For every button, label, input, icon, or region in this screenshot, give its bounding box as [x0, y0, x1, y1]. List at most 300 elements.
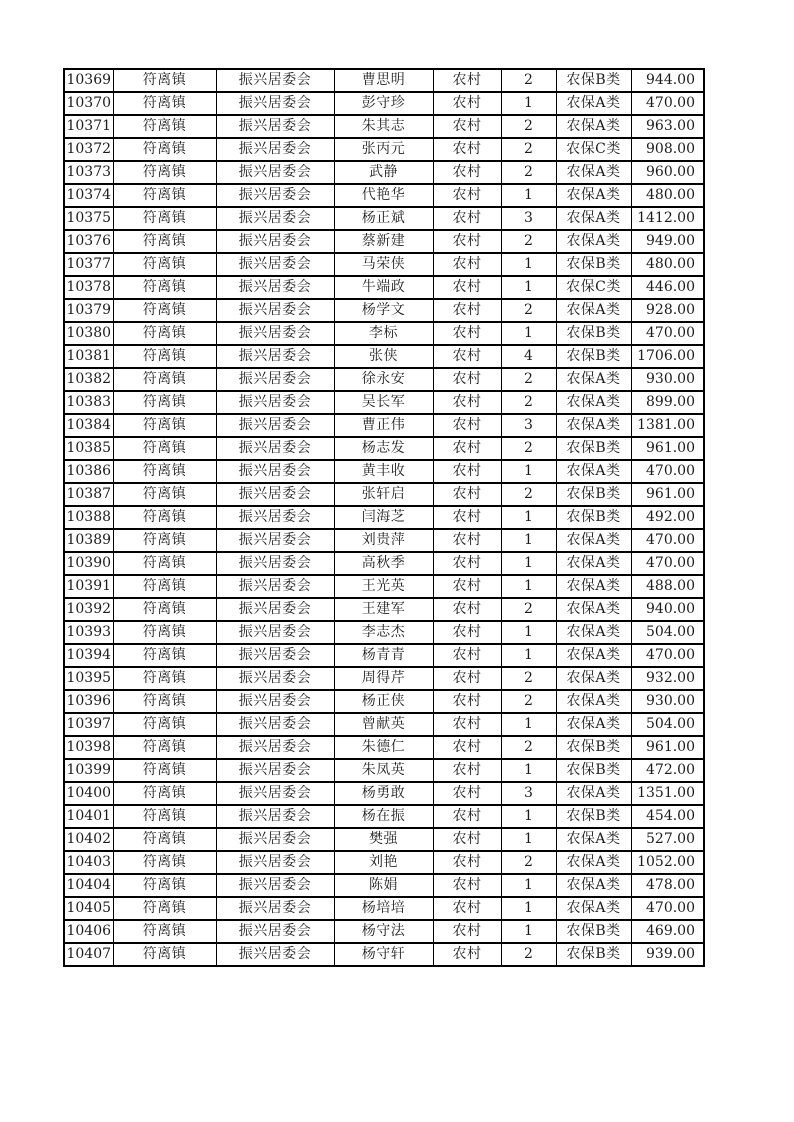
cell-person-count: 1	[501, 621, 556, 644]
cell-amount: 961.00	[631, 483, 704, 506]
cell-residence-type: 农村	[433, 483, 501, 506]
cell-committee: 振兴居委会	[216, 253, 334, 276]
cell-town: 符离镇	[113, 621, 216, 644]
cell-record-id: 10389	[64, 529, 113, 552]
cell-amount: 470.00	[631, 644, 704, 667]
table-row	[64, 667, 704, 690]
cell-residence-type: 农村	[433, 69, 501, 92]
cell-person-name: 马荣侠	[334, 253, 433, 276]
cell-amount: 470.00	[631, 322, 704, 345]
table-row	[64, 920, 704, 943]
table-row	[64, 874, 704, 897]
cell-amount: 470.00	[631, 897, 704, 920]
cell-town: 符离镇	[113, 414, 216, 437]
cell-person-count: 2	[501, 667, 556, 690]
cell-committee: 振兴居委会	[216, 667, 334, 690]
cell-person-count: 1	[501, 759, 556, 782]
cell-person-count: 1	[501, 713, 556, 736]
cell-person-name: 李志杰	[334, 621, 433, 644]
cell-person-count: 1	[501, 92, 556, 115]
cell-residence-type: 农村	[433, 575, 501, 598]
cell-town: 符离镇	[113, 529, 216, 552]
cell-person-count: 3	[501, 782, 556, 805]
table-row	[64, 805, 704, 828]
cell-town: 符离镇	[113, 253, 216, 276]
cell-insurance-category: 农保A类	[556, 828, 631, 851]
cell-insurance-category: 农保B类	[556, 943, 631, 966]
cell-town: 符离镇	[113, 667, 216, 690]
cell-record-id: 10395	[64, 667, 113, 690]
cell-committee: 振兴居委会	[216, 184, 334, 207]
cell-record-id: 10380	[64, 322, 113, 345]
cell-person-name: 彭守珍	[334, 92, 433, 115]
cell-person-count: 2	[501, 690, 556, 713]
cell-committee: 振兴居委会	[216, 299, 334, 322]
cell-person-name: 杨正斌	[334, 207, 433, 230]
cell-amount: 960.00	[631, 161, 704, 184]
cell-town: 符离镇	[113, 437, 216, 460]
cell-person-name: 吴长军	[334, 391, 433, 414]
cell-insurance-category: 农保A类	[556, 529, 631, 552]
cell-town: 符离镇	[113, 552, 216, 575]
table-row	[64, 736, 704, 759]
cell-insurance-category: 农保A类	[556, 874, 631, 897]
cell-person-count: 1	[501, 805, 556, 828]
cell-record-id: 10383	[64, 391, 113, 414]
cell-town: 符离镇	[113, 506, 216, 529]
cell-person-count: 2	[501, 115, 556, 138]
cell-committee: 振兴居委会	[216, 207, 334, 230]
table-row	[64, 299, 704, 322]
table-row	[64, 713, 704, 736]
cell-residence-type: 农村	[433, 276, 501, 299]
cell-record-id: 10397	[64, 713, 113, 736]
cell-record-id: 10407	[64, 943, 113, 966]
cell-insurance-category: 农保A类	[556, 184, 631, 207]
cell-committee: 振兴居委会	[216, 414, 334, 437]
cell-insurance-category: 农保A类	[556, 598, 631, 621]
cell-amount: 930.00	[631, 690, 704, 713]
cell-committee: 振兴居委会	[216, 92, 334, 115]
table-row	[64, 851, 704, 874]
cell-town: 符离镇	[113, 575, 216, 598]
cell-record-id: 10378	[64, 276, 113, 299]
cell-residence-type: 农村	[433, 920, 501, 943]
cell-amount: 1351.00	[631, 782, 704, 805]
cell-residence-type: 农村	[433, 529, 501, 552]
cell-committee: 振兴居委会	[216, 782, 334, 805]
cell-committee: 振兴居委会	[216, 138, 334, 161]
cell-record-id: 10393	[64, 621, 113, 644]
cell-record-id: 10402	[64, 828, 113, 851]
cell-record-id: 10377	[64, 253, 113, 276]
cell-town: 符离镇	[113, 460, 216, 483]
cell-person-count: 2	[501, 299, 556, 322]
cell-person-name: 陈娟	[334, 874, 433, 897]
cell-town: 符离镇	[113, 598, 216, 621]
cell-amount: 963.00	[631, 115, 704, 138]
cell-person-name: 杨守法	[334, 920, 433, 943]
cell-person-name: 徐永安	[334, 368, 433, 391]
cell-insurance-category: 农保B类	[556, 920, 631, 943]
cell-person-name: 樊强	[334, 828, 433, 851]
cell-town: 符离镇	[113, 736, 216, 759]
table-row	[64, 782, 704, 805]
cell-person-count: 1	[501, 460, 556, 483]
cell-person-count: 4	[501, 345, 556, 368]
cell-town: 符离镇	[113, 138, 216, 161]
cell-town: 符离镇	[113, 322, 216, 345]
cell-amount: 908.00	[631, 138, 704, 161]
cell-amount: 1412.00	[631, 207, 704, 230]
table-row	[64, 575, 704, 598]
cell-amount: 492.00	[631, 506, 704, 529]
cell-person-count: 1	[501, 897, 556, 920]
cell-committee: 振兴居委会	[216, 644, 334, 667]
cell-amount: 470.00	[631, 460, 704, 483]
cell-person-name: 朱其志	[334, 115, 433, 138]
cell-residence-type: 农村	[433, 828, 501, 851]
cell-residence-type: 农村	[433, 552, 501, 575]
cell-record-id: 10382	[64, 368, 113, 391]
cell-residence-type: 农村	[433, 299, 501, 322]
cell-person-count: 1	[501, 184, 556, 207]
cell-residence-type: 农村	[433, 805, 501, 828]
cell-insurance-category: 农保A类	[556, 368, 631, 391]
cell-person-name: 杨勇敢	[334, 782, 433, 805]
cell-amount: 932.00	[631, 667, 704, 690]
cell-amount: 940.00	[631, 598, 704, 621]
cell-person-count: 1	[501, 575, 556, 598]
cell-record-id: 10386	[64, 460, 113, 483]
cell-record-id: 10376	[64, 230, 113, 253]
cell-insurance-category: 农保A类	[556, 207, 631, 230]
cell-residence-type: 农村	[433, 138, 501, 161]
cell-committee: 振兴居委会	[216, 621, 334, 644]
cell-residence-type: 农村	[433, 92, 501, 115]
cell-person-name: 王光英	[334, 575, 433, 598]
table-row	[64, 897, 704, 920]
cell-person-count: 1	[501, 322, 556, 345]
cell-residence-type: 农村	[433, 598, 501, 621]
cell-residence-type: 农村	[433, 184, 501, 207]
cell-record-id: 10403	[64, 851, 113, 874]
cell-record-id: 10387	[64, 483, 113, 506]
cell-residence-type: 农村	[433, 736, 501, 759]
cell-record-id: 10391	[64, 575, 113, 598]
cell-insurance-category: 农保B类	[556, 437, 631, 460]
cell-record-id: 10399	[64, 759, 113, 782]
cell-committee: 振兴居委会	[216, 943, 334, 966]
cell-person-name: 蔡新建	[334, 230, 433, 253]
cell-insurance-category: 农保A类	[556, 460, 631, 483]
cell-person-name: 曹正伟	[334, 414, 433, 437]
cell-committee: 振兴居委会	[216, 460, 334, 483]
cell-amount: 961.00	[631, 437, 704, 460]
cell-person-name: 刘贵萍	[334, 529, 433, 552]
cell-record-id: 10369	[64, 69, 113, 92]
cell-person-count: 2	[501, 368, 556, 391]
cell-committee: 振兴居委会	[216, 115, 334, 138]
cell-amount: 1381.00	[631, 414, 704, 437]
cell-person-count: 2	[501, 598, 556, 621]
cell-person-name: 刘艳	[334, 851, 433, 874]
cell-town: 符离镇	[113, 874, 216, 897]
cell-town: 符离镇	[113, 805, 216, 828]
cell-residence-type: 农村	[433, 345, 501, 368]
cell-committee: 振兴居委会	[216, 805, 334, 828]
cell-record-id: 10375	[64, 207, 113, 230]
cell-insurance-category: 农保B类	[556, 736, 631, 759]
cell-residence-type: 农村	[433, 506, 501, 529]
cell-person-count: 1	[501, 874, 556, 897]
cell-person-count: 2	[501, 437, 556, 460]
cell-person-name: 李标	[334, 322, 433, 345]
cell-insurance-category: 农保A类	[556, 851, 631, 874]
cell-committee: 振兴居委会	[216, 598, 334, 621]
cell-committee: 振兴居委会	[216, 552, 334, 575]
cell-amount: 470.00	[631, 92, 704, 115]
cell-insurance-category: 农保B类	[556, 322, 631, 345]
cell-committee: 振兴居委会	[216, 230, 334, 253]
cell-record-id: 10401	[64, 805, 113, 828]
table-row	[64, 161, 704, 184]
table-row	[64, 460, 704, 483]
cell-amount: 1052.00	[631, 851, 704, 874]
table-row	[64, 621, 704, 644]
cell-town: 符离镇	[113, 184, 216, 207]
cell-amount: 939.00	[631, 943, 704, 966]
cell-insurance-category: 农保A类	[556, 782, 631, 805]
table-row	[64, 598, 704, 621]
cell-committee: 振兴居委会	[216, 713, 334, 736]
cell-amount: 470.00	[631, 552, 704, 575]
cell-person-name: 杨青青	[334, 644, 433, 667]
cell-person-name: 代艳华	[334, 184, 433, 207]
cell-record-id: 10400	[64, 782, 113, 805]
cell-amount: 504.00	[631, 621, 704, 644]
cell-amount: 478.00	[631, 874, 704, 897]
table-row	[64, 345, 704, 368]
cell-committee: 振兴居委会	[216, 575, 334, 598]
table-row	[64, 943, 704, 966]
table-row	[64, 644, 704, 667]
table-row	[64, 69, 704, 92]
table-row	[64, 322, 704, 345]
cell-amount: 961.00	[631, 736, 704, 759]
cell-committee: 振兴居委会	[216, 828, 334, 851]
cell-record-id: 10373	[64, 161, 113, 184]
cell-committee: 振兴居委会	[216, 161, 334, 184]
cell-record-id: 10390	[64, 552, 113, 575]
cell-record-id: 10404	[64, 874, 113, 897]
cell-committee: 振兴居委会	[216, 69, 334, 92]
cell-town: 符离镇	[113, 644, 216, 667]
cell-person-count: 1	[501, 828, 556, 851]
cell-person-name: 杨培培	[334, 897, 433, 920]
cell-residence-type: 农村	[433, 667, 501, 690]
cell-committee: 振兴居委会	[216, 276, 334, 299]
cell-insurance-category: 农保B类	[556, 506, 631, 529]
cell-person-count: 2	[501, 851, 556, 874]
cell-person-count: 1	[501, 276, 556, 299]
cell-town: 符离镇	[113, 115, 216, 138]
cell-town: 符离镇	[113, 299, 216, 322]
cell-committee: 振兴居委会	[216, 690, 334, 713]
cell-town: 符离镇	[113, 345, 216, 368]
table-row	[64, 483, 704, 506]
cell-person-name: 朱德仁	[334, 736, 433, 759]
cell-amount: 949.00	[631, 230, 704, 253]
cell-amount: 480.00	[631, 253, 704, 276]
cell-person-name: 杨在振	[334, 805, 433, 828]
cell-insurance-category: 农保B类	[556, 759, 631, 782]
cell-person-name: 杨正侠	[334, 690, 433, 713]
records-table-body	[64, 69, 704, 966]
cell-residence-type: 农村	[433, 437, 501, 460]
cell-committee: 振兴居委会	[216, 529, 334, 552]
cell-committee: 振兴居委会	[216, 506, 334, 529]
cell-residence-type: 农村	[433, 713, 501, 736]
cell-person-count: 1	[501, 552, 556, 575]
cell-residence-type: 农村	[433, 368, 501, 391]
table-row	[64, 92, 704, 115]
cell-person-name: 杨守轩	[334, 943, 433, 966]
cell-insurance-category: 农保A类	[556, 667, 631, 690]
cell-person-count: 1	[501, 529, 556, 552]
cell-insurance-category: 农保A类	[556, 391, 631, 414]
cell-residence-type: 农村	[433, 851, 501, 874]
cell-record-id: 10388	[64, 506, 113, 529]
cell-amount: 944.00	[631, 69, 704, 92]
cell-committee: 振兴居委会	[216, 897, 334, 920]
cell-amount: 488.00	[631, 575, 704, 598]
cell-committee: 振兴居委会	[216, 368, 334, 391]
cell-town: 符离镇	[113, 690, 216, 713]
cell-amount: 899.00	[631, 391, 704, 414]
cell-residence-type: 农村	[433, 161, 501, 184]
cell-record-id: 10405	[64, 897, 113, 920]
cell-insurance-category: 农保A类	[556, 299, 631, 322]
cell-insurance-category: 农保A类	[556, 621, 631, 644]
cell-residence-type: 农村	[433, 414, 501, 437]
cell-residence-type: 农村	[433, 253, 501, 276]
cell-person-name: 牛端政	[334, 276, 433, 299]
cell-person-name: 张轩启	[334, 483, 433, 506]
cell-insurance-category: 农保B类	[556, 69, 631, 92]
cell-record-id: 10371	[64, 115, 113, 138]
table-row	[64, 253, 704, 276]
cell-committee: 振兴居委会	[216, 851, 334, 874]
cell-town: 符离镇	[113, 483, 216, 506]
table-row	[64, 506, 704, 529]
cell-person-name: 闫海芝	[334, 506, 433, 529]
cell-person-count: 2	[501, 943, 556, 966]
table-row	[64, 414, 704, 437]
cell-residence-type: 农村	[433, 690, 501, 713]
cell-insurance-category: 农保A类	[556, 897, 631, 920]
cell-committee: 振兴居委会	[216, 874, 334, 897]
cell-amount: 454.00	[631, 805, 704, 828]
cell-residence-type: 农村	[433, 621, 501, 644]
cell-amount: 504.00	[631, 713, 704, 736]
cell-residence-type: 农村	[433, 874, 501, 897]
cell-person-count: 1	[501, 920, 556, 943]
cell-record-id: 10385	[64, 437, 113, 460]
cell-town: 符离镇	[113, 230, 216, 253]
cell-person-count: 2	[501, 736, 556, 759]
cell-person-count: 3	[501, 207, 556, 230]
cell-town: 符离镇	[113, 368, 216, 391]
cell-insurance-category: 农保B类	[556, 483, 631, 506]
cell-person-count: 3	[501, 414, 556, 437]
cell-residence-type: 农村	[433, 230, 501, 253]
cell-person-name: 杨学文	[334, 299, 433, 322]
cell-amount: 930.00	[631, 368, 704, 391]
cell-insurance-category: 农保A类	[556, 161, 631, 184]
cell-residence-type: 农村	[433, 391, 501, 414]
cell-insurance-category: 农保B类	[556, 345, 631, 368]
cell-record-id: 10406	[64, 920, 113, 943]
cell-person-name: 杨志发	[334, 437, 433, 460]
cell-insurance-category: 农保C类	[556, 138, 631, 161]
cell-committee: 振兴居委会	[216, 322, 334, 345]
cell-person-count: 2	[501, 230, 556, 253]
table-row	[64, 184, 704, 207]
cell-committee: 振兴居委会	[216, 483, 334, 506]
cell-amount: 469.00	[631, 920, 704, 943]
cell-person-count: 2	[501, 391, 556, 414]
cell-committee: 振兴居委会	[216, 736, 334, 759]
cell-residence-type: 农村	[433, 115, 501, 138]
cell-town: 符离镇	[113, 92, 216, 115]
cell-insurance-category: 农保B类	[556, 805, 631, 828]
cell-record-id: 10384	[64, 414, 113, 437]
cell-amount: 472.00	[631, 759, 704, 782]
cell-person-count: 2	[501, 69, 556, 92]
cell-residence-type: 农村	[433, 460, 501, 483]
cell-record-id: 10394	[64, 644, 113, 667]
cell-person-count: 1	[501, 506, 556, 529]
cell-record-id: 10379	[64, 299, 113, 322]
cell-committee: 振兴居委会	[216, 920, 334, 943]
table-row	[64, 391, 704, 414]
cell-town: 符离镇	[113, 207, 216, 230]
cell-person-count: 1	[501, 644, 556, 667]
cell-insurance-category: 农保A类	[556, 690, 631, 713]
cell-person-name: 曹思明	[334, 69, 433, 92]
cell-town: 符离镇	[113, 782, 216, 805]
cell-person-name: 曾献英	[334, 713, 433, 736]
cell-town: 符离镇	[113, 828, 216, 851]
cell-record-id: 10398	[64, 736, 113, 759]
cell-town: 符离镇	[113, 851, 216, 874]
cell-person-name: 黄丰收	[334, 460, 433, 483]
cell-residence-type: 农村	[433, 759, 501, 782]
cell-person-name: 武静	[334, 161, 433, 184]
cell-residence-type: 农村	[433, 943, 501, 966]
cell-amount: 928.00	[631, 299, 704, 322]
table-row	[64, 115, 704, 138]
table-row	[64, 368, 704, 391]
cell-residence-type: 农村	[433, 782, 501, 805]
cell-insurance-category: 农保C类	[556, 276, 631, 299]
cell-person-name: 周得芹	[334, 667, 433, 690]
cell-town: 符离镇	[113, 69, 216, 92]
cell-insurance-category: 农保A类	[556, 552, 631, 575]
cell-residence-type: 农村	[433, 897, 501, 920]
cell-town: 符离镇	[113, 713, 216, 736]
